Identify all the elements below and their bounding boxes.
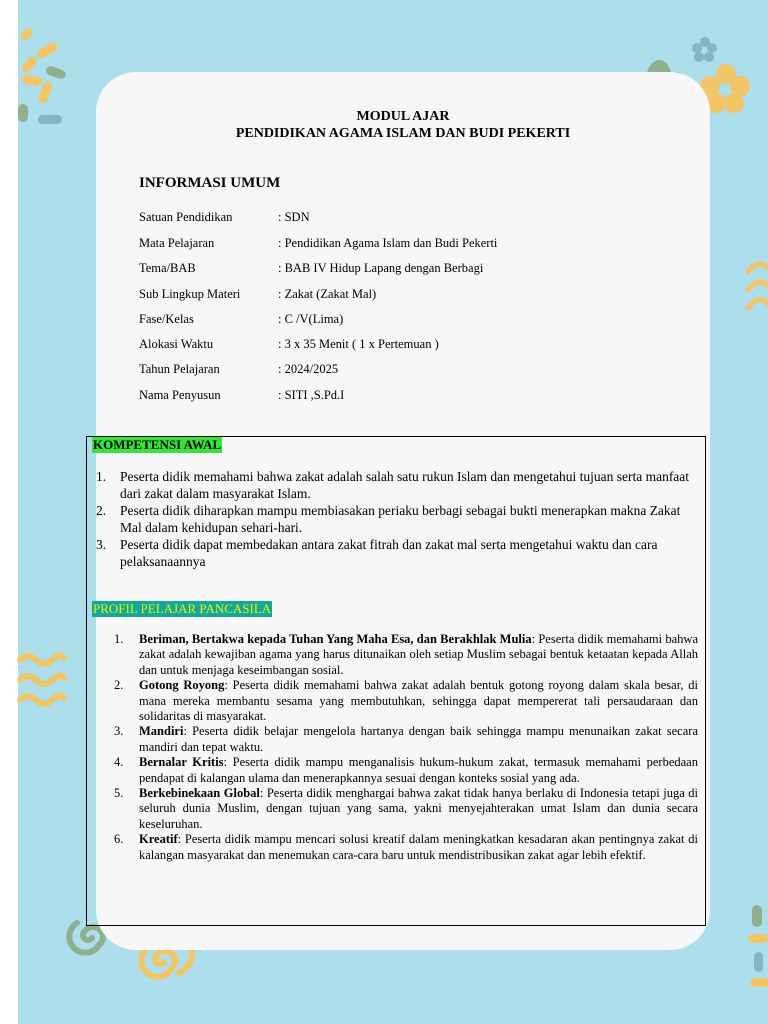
confetti-topleft-decoration [18, 26, 67, 124]
arcs-right-decoration [748, 264, 768, 308]
list-text: : Peserta didik belajar mengelola hartanya dengan baik sehingga mampu menunaikan zakat secara mandiri dan tepat waktu. [139, 724, 698, 754]
list-text: Peserta didik memahami bahwa zakat adalah salah satu rukun Islam dan mengetahui tujuan serta manfaat dari zakat dalam masyarakat Islam. [120, 469, 690, 501]
list-item-title: Mandiri [139, 724, 184, 739]
info-label: Satuan Pendidikan [139, 210, 233, 224]
list-item [114, 678, 698, 724]
list-item-title: Bernalar Kritis [139, 755, 224, 770]
info-value: : BAB IV Hidup Lapang dengan Berbagi [278, 261, 484, 275]
list-text: : Peserta didik memahami bahwa zakat adalah kewajiban agama yang harus ditunaikan oleh setiap Muslim sebagai bentuk ketaatan kepada Allah dan untuk menjaga keseimbangan sosial. [139, 632, 698, 677]
list-text: Peserta didik diharapkan mampu membiasakan periaku berbagi sebagai bukti menerapkan makna Zakat Mal dalam kehidupan sehari-hari. [120, 503, 681, 535]
info-label: Fase/Kelas [139, 312, 194, 326]
info-value: : 3 x 35 Menit ( 1 x Pertemuan ) [278, 337, 439, 351]
list-number: 1. [114, 632, 124, 646]
list-number: 3. [114, 724, 124, 739]
list-number: 2. [114, 678, 124, 693]
list-number: 6. [114, 832, 124, 847]
info-label: Tema/BAB [139, 261, 196, 275]
list-number: 3. [96, 537, 107, 552]
list-item-title: Beriman, Bertakwa kepada Tuhan Yang Maha Esa, dan Berakhlak Mulia [139, 632, 532, 646]
kompetensi-awal-heading: KOMPETENSI AWAL [93, 437, 222, 452]
subject-title: PENDIDIKAN AGAMA ISLAM DAN BUDI PEKERTI [235, 126, 571, 141]
module-title: MODUL AJAR [356, 109, 450, 124]
list-text: Peserta didik dapat membedakan antara zakat fitrah dan zakat mal serta mengetahui waktu dan cara pelaksanaannya [120, 537, 658, 569]
list-item [96, 502, 696, 536]
info-value: : Zakat (Zakat Mal) [278, 287, 377, 301]
info-value: : C /V(Lima) [278, 312, 344, 326]
profil-pelajar-heading: PROFIL PELAJAR PANCASILA [93, 601, 272, 616]
squiggles-left-decoration [20, 655, 64, 704]
list-item [96, 468, 696, 502]
info-label: Nama Penyusun [139, 388, 221, 402]
info-value: : SDN [278, 210, 310, 224]
list-item-title: Gotong Royong [139, 678, 225, 693]
list-number: 2. [96, 503, 107, 518]
list-text: : Peserta didik mampu mencari solusi kreatif dalam meningkatkan kesadaran akan pentingnya zakat di kalangan masyarakat dan menemukan cara-cara baru untuk mendistribusikan zakat agar lebih efektif. [139, 832, 698, 862]
list-item [114, 755, 698, 786]
info-value: : SITI ,S.Pd.I [278, 388, 345, 402]
list-item [114, 786, 698, 832]
marks-bottomright-decoration [748, 905, 768, 987]
list-item [114, 832, 698, 863]
list-text: : Peserta didik menghargai bahwa zakat tidak hanya berlaku di Indonesia tetapi juga di seluruh dunia Muslim, dengan tujuan yang sama, yakni menyejahterakan umat Islam dan dunia secara keseluruhan. [139, 786, 698, 831]
list-number: 4. [114, 755, 124, 770]
flower-small-blue-decoration [692, 37, 717, 62]
profil-pelajar-list [114, 632, 698, 863]
info-label: Alokasi Waktu [139, 337, 214, 351]
info-label: Sub Lingkup Materi [139, 287, 241, 301]
list-item [114, 632, 698, 678]
kompetensi-awal-list [96, 468, 696, 570]
list-text: : Peserta didik memahami bahwa zakat adalah bentuk gotong royong dalam skala besar, di mana mereka membantu sesama yang membutuhkan, sehingga dapat mempererat tali persaudaraan dan solidaritas di masyarakat. [139, 678, 698, 724]
list-item-title: Kreatif [139, 832, 178, 847]
informasi-umum-heading: INFORMASI UMUM [139, 175, 281, 191]
list-item [96, 536, 696, 570]
info-label: Mata Pelajaran [139, 236, 215, 250]
list-text: : Peserta didik mampu menganalisis hukum-hukum zakat, termasuk memahami perbedaan pendapat di kalangan ulama dan menerapkannya sesuai dengan konteks sosial yang ada. [139, 755, 698, 785]
list-number: 5. [114, 786, 124, 801]
info-value: : Pendidikan Agama Islam dan Budi Pekerti [278, 236, 498, 250]
list-number: 1. [96, 469, 107, 484]
info-label: Tahun Pelajaran [139, 362, 220, 376]
list-item [114, 724, 698, 755]
list-item-title: Berkebinekaan Global [139, 786, 260, 801]
info-value: : 2024/2025 [278, 362, 339, 376]
